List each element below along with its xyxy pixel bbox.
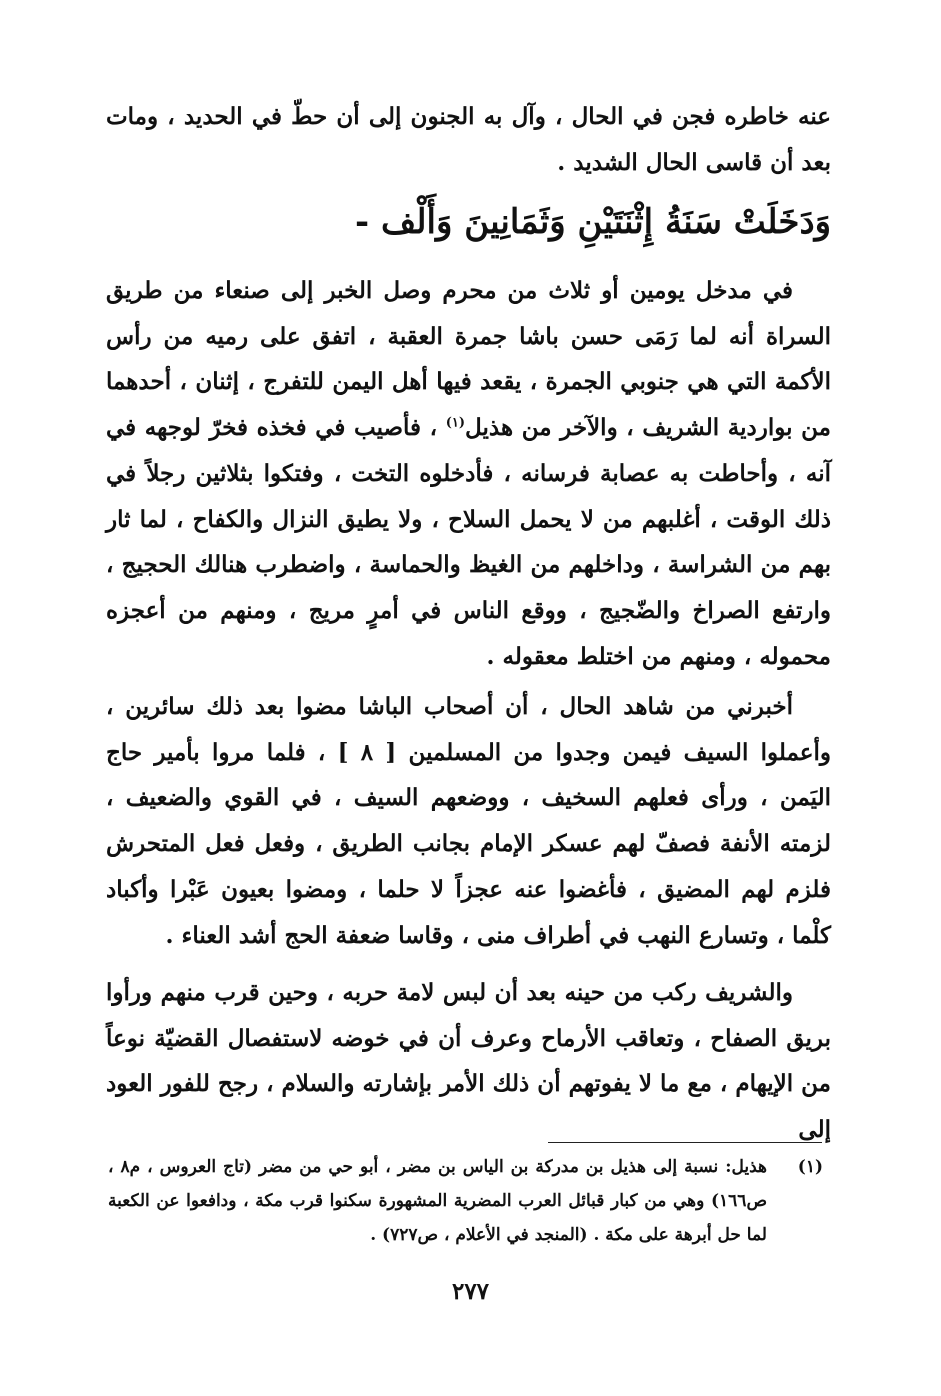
footnote-text: هذيل: نسبة إلى هذيل بن مدركة بن الياس بن مضر ، أبو حي من مضر (تاج العروس ، م٨ ، ص١٦٦) وهي من كبار قبائل العرب المضرية المشهورة سكنوا قرب مكة ، ودافعوا عن الكعبة لما حل أبرهة على مكة . (المنجد في الأعلام ، ص٧٢٧) . <box>108 1157 767 1245</box>
footnote-number: (١) <box>797 1157 823 1177</box>
paragraph-1-text: عنه خاطره فجن في الحال ، وآل به الجنون إلى أن حطّ في الحديد ، ومات بعد أن قاسى الحال الشديد . <box>106 103 831 176</box>
paragraph-4-text: والشريف ركب من حينه بعد أن لبس لامة حربه ، وحين قرب منهم ورأوا بريق الصفاح ، وتعاقب الأرماح وعرف أن في خوضه لاستفصال القضيّة نوعاً من الإيهام ، مع ما لا يفوتهم أن ذلك الأمر بإشارته والسلام ، رجح للفور العود إلى <box>106 979 831 1144</box>
paragraph-3 <box>106 684 831 958</box>
paragraph-3-text: أخبرني من شاهد الحال ، أن أصحاب الباشا مضوا بعد ذلك سائرين ، وأعملوا السيف فيمن وجدوا من المسلمين [ ٨ ] ، فلما مروا بأمير حاج اليَمن ، ورأى فعلهم السخيف ، ووضعهم السيف ، في القوي والضعيف ، لزمته الأنفة فصفّ لهم عسكر الإمام بجانب الطريق ، وفعل فعل المتحرش فلزم لهم المضيق ، فأغضوا عنه عجزاً لا حلما ، ومضوا بعيون عَبْرا وأكباد كلْما ، وتسارع النهب في أطراف منى ، وقاسا ضعفة الحج أشد العناء . <box>106 693 832 949</box>
year-heading: وَدَخَلَتْ سَنَةُ إِثْنَتَيْنِ وَثَمَانِينَ وَأَلْف - <box>355 202 831 242</box>
page-number: ٢٧٧ <box>451 1278 490 1305</box>
paragraph-2-text-a: في مدخل يومين أو ثلاث من محرم وصل الخبر إلى صنعاء من طريق السراة أنه لما رَمَى حسن باشا جمرة العقبة ، اتفق على رميه من رأس الأكمة التي هي جنوبي الجمرة ، يقعد فيها أهل اليمن للتفرج ، إثنان ، أحدهما من بواردية الشريف ، والآخر من هذيل <box>106 277 831 442</box>
footnote-reference[interactable]: (١) <box>445 415 466 431</box>
paragraph-2 <box>106 268 831 679</box>
paragraph-1 <box>106 94 831 185</box>
footnote <box>108 1150 823 1252</box>
paragraph-4 <box>106 970 831 1153</box>
paragraph-2-text-b: ، فأصيب في فخذه فخرّ لوجهه في آنه ، وأحاطت به عصابة فرسانه ، فأدخلوه التخت ، وفتكوا بثلاثين رجلاً في ذلك الوقت ، أغلبهم من لا يحمل السلاح ، ولا يطيق النزال والكفاح ، لما ثار بهم من الشراسة ، وداخلهم من الغيظ والحماسة ، واضطرب هنالك الحجيج ، وارتفع الصراخ والضّجيج ، ووقع الناس في أمرٍ مريج ، ومنهم من أعجزه محموله ، ومنهم من اختلط معقوله . <box>106 414 831 670</box>
footnote-divider <box>548 1142 822 1143</box>
